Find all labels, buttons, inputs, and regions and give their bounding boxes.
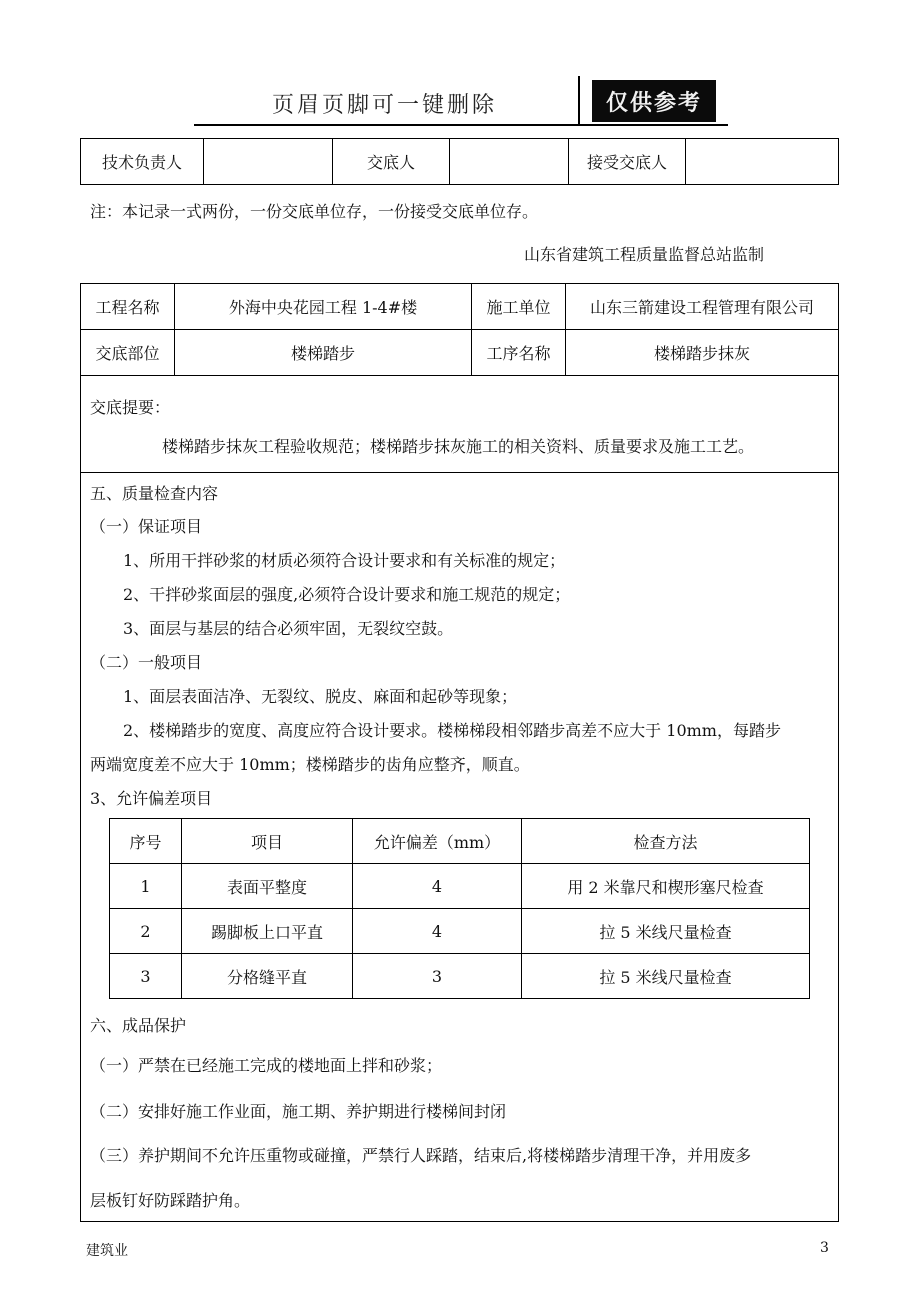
tech-lead-value[interactable]: [204, 139, 333, 185]
table-row: [110, 909, 810, 954]
table-cell: 用 2 米靠尺和楔形塞尺检查: [522, 864, 810, 909]
table-cell: 1: [110, 864, 182, 909]
presenter-value[interactable]: [450, 139, 569, 185]
table-cell: 拉 5 米线尺量检查: [522, 909, 810, 954]
protection-item: （一）严禁在已经施工完成的楼地面上拌和砂浆；: [90, 1056, 443, 1075]
column-header: 检查方法: [522, 819, 810, 864]
protection-item: （二）安排好施工作业面，施工期、养护期进行楼梯间封闭: [90, 1102, 507, 1121]
signature-table: [80, 138, 839, 185]
general-item: 2、楼梯踏步的宽度、高度应符合设计要求。楼梯梯段相邻踏步高差不应大于 10mm，每踏步: [123, 721, 781, 740]
table-cell: 4: [353, 909, 522, 954]
table-cell: 2: [110, 909, 182, 954]
guarantee-title: （一）保证项目: [90, 517, 203, 536]
protection-item-continued: 层板钉好防踩踏护角。: [90, 1191, 251, 1210]
deviation-title: 3、允许偏差项目: [90, 789, 213, 808]
column-header: 允许偏差（mm）: [353, 819, 522, 864]
table-cell: 踢脚板上口平直: [182, 909, 353, 954]
construction-unit-value: 山东三箭建设工程管理有限公司: [566, 284, 839, 330]
footer-label: 建筑业: [86, 1243, 128, 1259]
issuer-text: 山东省建筑工程质量监督总站监制: [524, 245, 765, 264]
summary-text: 楼梯踏步抹灰工程验收规范；楼梯踏步抹灰施工的相关资料、质量要求及施工工艺。: [162, 437, 755, 456]
general-item: 1、面层表面洁净、无裂纹、脱皮、麻面和起砂等现象；: [123, 687, 518, 706]
protection-item: （三）养护期间不允许压重物或碰撞，严禁行人踩踏，结束后,将楼梯踏步清理干净，并用废多: [90, 1146, 752, 1165]
header-text: 页眉页脚可一键删除: [272, 93, 498, 118]
table-cell: 分格缝平直: [182, 954, 353, 999]
table-cell: 4: [353, 864, 522, 909]
quality-title: 五、质量检查内容: [90, 484, 219, 503]
presenter-label: 交底人: [333, 139, 450, 185]
table-row: [110, 864, 810, 909]
table-cell: 3: [110, 954, 182, 999]
disclosure-part-value: 楼梯踏步: [175, 330, 472, 376]
deviation-table: [109, 818, 810, 999]
receiver-value[interactable]: [686, 139, 839, 185]
guarantee-item: 3、面层与基层的结合必须牢固，无裂纹空鼓。: [123, 619, 454, 638]
table-cell: 3: [353, 954, 522, 999]
header-underline: [194, 124, 728, 126]
section-divider: [80, 472, 839, 473]
table-header-row: [110, 819, 810, 864]
header-divider: [578, 76, 580, 126]
general-item-continued: 两端宽度差不应大于 10mm；楼梯踏步的齿角应整齐，顺直。: [90, 755, 530, 774]
table-row: [81, 139, 839, 185]
project-info-table: [80, 283, 839, 376]
disclosure-part-label: 交底部位: [81, 330, 175, 376]
record-note: 注：本记录一式两份，一份交底单位存，一份接受交底单位存。: [90, 202, 539, 221]
reference-badge: 仅供参考: [592, 80, 716, 122]
guarantee-item: 2、干拌砂浆面层的强度,必须符合设计要求和施工规范的规定；: [123, 585, 571, 604]
protection-title: 六、成品保护: [90, 1016, 187, 1035]
guarantee-item: 1、所用干拌砂浆的材质必须符合设计要求和有关标准的规定；: [123, 551, 566, 570]
column-header: 序号: [110, 819, 182, 864]
general-title: （二）一般项目: [90, 653, 203, 672]
construction-unit-label: 施工单位: [472, 284, 566, 330]
process-name-label: 工序名称: [472, 330, 566, 376]
process-name-value: 楼梯踏步抹灰: [566, 330, 839, 376]
column-header: 项目: [182, 819, 353, 864]
table-cell: 拉 5 米线尺量检查: [522, 954, 810, 999]
project-name-value: 外海中央花园工程 1-4#楼: [175, 284, 472, 330]
summary-title: 交底提要：: [90, 398, 171, 417]
tech-lead-label: 技术负责人: [81, 139, 204, 185]
table-row: [110, 954, 810, 999]
table-row: [81, 330, 839, 376]
table-cell: 表面平整度: [182, 864, 353, 909]
table-row: [81, 284, 839, 330]
receiver-label: 接受交底人: [569, 139, 686, 185]
page-number: 3: [820, 1240, 829, 1256]
project-name-label: 工程名称: [81, 284, 175, 330]
